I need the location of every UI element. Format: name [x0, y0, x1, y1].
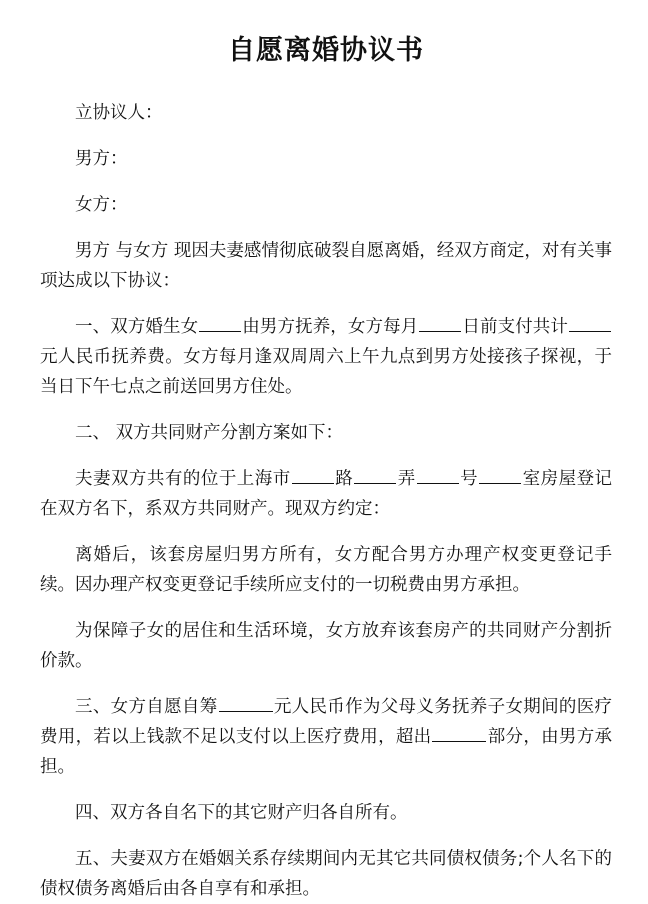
clause-2-house [40, 464, 612, 524]
document-body [40, 98, 612, 904]
support-amount-blank[interactable] [569, 313, 611, 332]
clause-3-text-b: 元人民币作为父母义务抚养子女期间的医疗费用，若以上钱款不足以支付以上医疗费用，超出 [40, 697, 613, 747]
document-title: 自愿离婚协议书 [228, 35, 424, 66]
house-text-e: 室房屋登记在双方名下，系双方共同财产。现双方约定： [40, 469, 613, 519]
house-text-b: 路 [334, 469, 354, 489]
house-text-a: 夫妻双方共有的位于上海市 [75, 469, 291, 489]
child-name-blank[interactable] [199, 313, 241, 332]
clause-2-guarantee: 为保障子女的居住和生活环境，女方放弃该套房产的共同财产分割折价款。 [40, 621, 612, 671]
clause-1-text-d: 元人民币抚养费。女方每月逢双周周六上午九点到男方处接孩子探视，于当日下午七点之前送回男方住处。 [40, 347, 612, 397]
clause-1 [40, 312, 612, 402]
road-blank[interactable] [292, 465, 334, 484]
clause-1-text-c: 日前支付共计 [462, 317, 569, 337]
female-party: 女方： [75, 195, 128, 215]
clause-1-text-a: 一、双方婚生女 [75, 317, 199, 337]
male-party: 男方： [75, 149, 128, 169]
payment-day-blank[interactable] [419, 313, 461, 332]
medical-fund-blank[interactable] [219, 693, 273, 712]
room-blank[interactable] [479, 465, 521, 484]
parties-label: 立协议人： [75, 103, 163, 123]
clause-4: 四、双方各自名下的其它财产归各自所有。 [75, 803, 408, 823]
clause-3-text-a: 三、女方自愿自筹 [75, 697, 218, 717]
lane-blank[interactable] [354, 465, 396, 484]
clause-3 [40, 692, 612, 782]
house-text-c: 弄 [397, 469, 416, 489]
clause-2-heading: 二、 双方共同财产分割方案如下： [75, 423, 344, 443]
clause-1-text-b: 由男方抚养，女方每月 [242, 317, 419, 337]
clause-5: 五、夫妻双方在婚姻关系存续期间内无其它共同债权债务;个人名下的债权债务离婚后由各自享有和承担。 [40, 849, 612, 899]
intro-paragraph: 男方 与女方 现因夫妻感情彻底破裂自愿离婚，经双方商定，对有关事项达成以下协议： [40, 241, 612, 291]
house-text-d: 号 [459, 469, 479, 489]
clause-2-after-divorce: 离婚后，该套房屋归男方所有，女方配合男方办理产权变更登记手续。因办理产权变更登记手续所应支付的一切税费由男方承担。 [40, 545, 612, 595]
excess-amount-blank[interactable] [432, 723, 486, 742]
number-blank[interactable] [417, 465, 459, 484]
clause-3-text-c: 部分，由男方承担。 [40, 727, 613, 777]
